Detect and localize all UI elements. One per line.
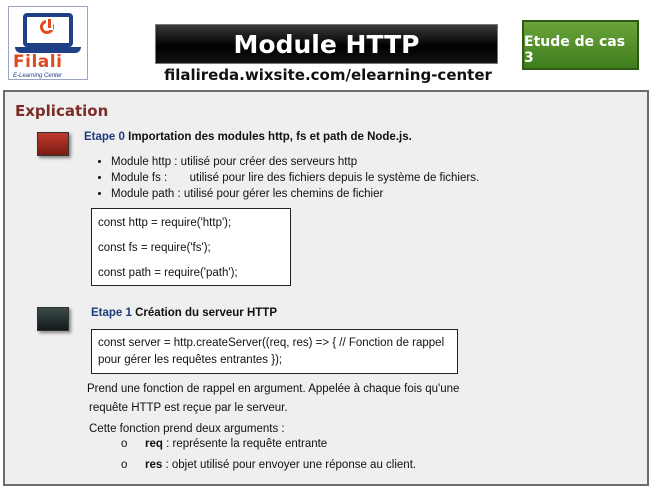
- case-study-badge: Etude de cas 3: [522, 20, 639, 70]
- circle-bullet-icon: o: [121, 438, 128, 450]
- page-title: Module HTTP: [233, 29, 420, 59]
- step1-marker-icon: [37, 307, 69, 331]
- list-item: • Module fs : utilisé pour lire des fichiers depuis le système de fichiers.: [111, 170, 479, 186]
- argument-desc: : représente la requête entrante: [162, 438, 328, 450]
- page-title-banner: [155, 24, 498, 64]
- section-title: Explication: [15, 102, 109, 120]
- argument-name: res: [145, 459, 163, 471]
- code-line: const http = require('http');: [98, 217, 232, 229]
- code-line: const path = require('path');: [98, 267, 238, 279]
- site-url: filalireda.wixsite.com/elearning-center: [164, 66, 492, 84]
- module-list: [87, 154, 479, 202]
- logo-subtitle: E-Learning Center: [13, 73, 63, 79]
- import-code-block: [91, 208, 291, 286]
- code-line: const fs = require('fs');: [98, 242, 211, 254]
- logo-name: Filali: [13, 52, 63, 72]
- content-panel: [3, 90, 649, 486]
- list-item: • Module http : utilisé pour créer des serveurs http: [111, 154, 479, 170]
- server-code-block: const server = http.createServer((req, res) => { // Fonction de rappel pour gérer les requêtes entrantes });: [91, 329, 458, 374]
- argument-desc: : objet utilisé pour envoyer une réponse au client.: [162, 459, 417, 471]
- circle-bullet-icon: o: [121, 459, 128, 471]
- explanation-line: requête HTTP est reçue par le serveur.: [89, 402, 288, 414]
- step1-heading: [91, 307, 277, 319]
- step0-label: Etape 0: [84, 131, 125, 143]
- monitor-power-icon: [23, 13, 73, 47]
- step1-label: Etape 1: [91, 307, 132, 319]
- argument-name: req: [145, 438, 163, 450]
- explanation-line: Prend une fonction de rappel en argument. Appelée à chaque fois qu'une: [87, 383, 460, 395]
- list-item: • Module path : utilisé pour gérer les chemins de fichier: [111, 186, 479, 202]
- step0-marker-icon: [37, 132, 69, 156]
- argument-item: [121, 459, 416, 471]
- step0-title: Importation des modules http, fs et path de Node.js.: [128, 131, 412, 143]
- explanation-line: Cette fonction prend deux arguments :: [89, 423, 285, 435]
- logo: [8, 6, 88, 80]
- argument-item: [121, 438, 327, 450]
- step0-heading: [84, 131, 412, 143]
- step1-title: Création du serveur HTTP: [135, 307, 277, 319]
